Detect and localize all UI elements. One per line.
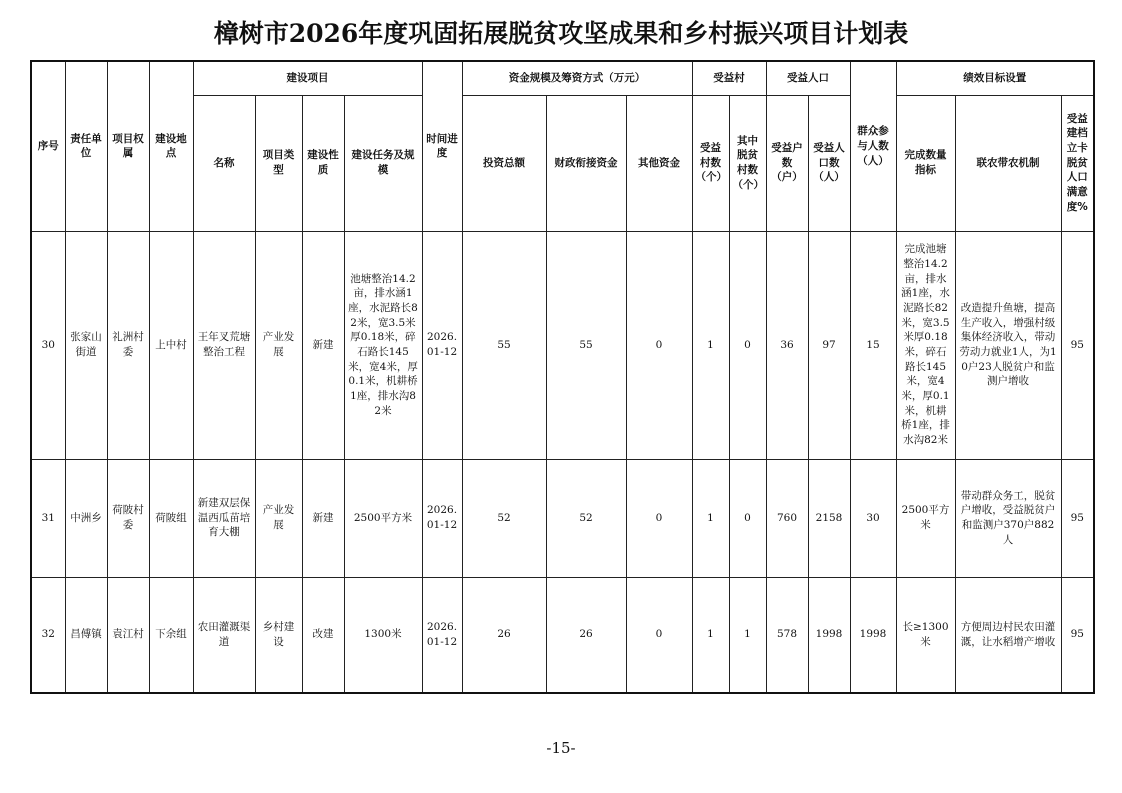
cell-output: 2500平方米: [896, 459, 955, 577]
cell-task: 2500平方米: [344, 459, 422, 577]
cell-location: 荷陂组: [149, 459, 193, 577]
cell-other: 0: [626, 459, 692, 577]
header-poor-villages: 其中脱贫村数（个）: [729, 95, 766, 231]
cell-nature: 新建: [302, 459, 344, 577]
cell-participants: 1998: [850, 577, 896, 693]
cell-participants: 15: [850, 231, 896, 459]
header-mechanism: 联农带农机制: [955, 95, 1061, 231]
cell-seq: 32: [31, 577, 65, 693]
header-name: 名称: [193, 95, 255, 231]
header-group-project: 建设项目: [193, 61, 422, 95]
header-nature: 建设性质: [302, 95, 344, 231]
cell-poor-villages: 1: [729, 577, 766, 693]
cell-seq: 31: [31, 459, 65, 577]
cell-nature: 改建: [302, 577, 344, 693]
cell-poor-villages: 0: [729, 459, 766, 577]
cell-task: 1300米: [344, 577, 422, 693]
page-number: -15-: [546, 739, 576, 757]
header-progress: 时间进度: [422, 61, 462, 231]
cell-type: 产业发展: [255, 231, 302, 459]
cell-fiscal: 55: [546, 231, 626, 459]
cell-participants: 30: [850, 459, 896, 577]
cell-unit: 昌傅镇: [65, 577, 107, 693]
header-other: 其他资金: [626, 95, 692, 231]
cell-mechanism: 改造提升鱼塘，提高生产收入，增强村级集体经济收入，带动劳动力就业1人，为10户23人脱贫户和监测户增收: [955, 231, 1061, 459]
cell-mechanism: 方便周边村民农田灌溉，让水稻增产增收: [955, 577, 1061, 693]
cell-other: 0: [626, 231, 692, 459]
cell-owner: 荷陂村委: [107, 459, 149, 577]
cell-villages: 1: [692, 231, 729, 459]
cell-type: 产业发展: [255, 459, 302, 577]
cell-poor-villages: 0: [729, 231, 766, 459]
cell-location: 下余组: [149, 577, 193, 693]
cell-output: 完成池塘整治14.2亩，排水涵1座，水泥路长82米，宽3.5米厚0.18米，碎石路长145米，宽4米，厚0.1米，机耕桥1座，排水沟82米: [896, 231, 955, 459]
header-row-group: [31, 61, 1094, 95]
cell-progress: 2026.01-12: [422, 231, 462, 459]
project-plan-table: [30, 60, 1095, 694]
header-satisfaction: 受益建档立卡脱贫人口满意度%: [1061, 95, 1094, 231]
cell-name: 新建双层保温西瓜苗培育大棚: [193, 459, 255, 577]
page-title: 樟树市2026年度巩固拓展脱贫攻坚成果和乡村振兴项目计划表: [213, 19, 909, 48]
cell-people: 2158: [808, 459, 850, 577]
header-fiscal: 财政衔接资金: [546, 95, 626, 231]
cell-location: 上中村: [149, 231, 193, 459]
cell-output: 长≥1300米: [896, 577, 955, 693]
cell-satisfaction: 95: [1061, 231, 1094, 459]
table-row: [31, 459, 1094, 577]
cell-progress: 2026.01-12: [422, 577, 462, 693]
cell-name: 王年叉荒塘整治工程: [193, 231, 255, 459]
header-group-village: 受益村: [692, 61, 766, 95]
cell-nature: 新建: [302, 231, 344, 459]
table-row: [31, 231, 1094, 459]
cell-households: 578: [766, 577, 808, 693]
cell-owner: 礼洲村委: [107, 231, 149, 459]
header-group-population: 受益人口: [766, 61, 850, 95]
cell-owner: 袁江村: [107, 577, 149, 693]
header-group-target: 绩效目标设置: [896, 61, 1094, 95]
header-location: 建设地点: [149, 61, 193, 231]
cell-households: 36: [766, 231, 808, 459]
header-output: 完成数量指标: [896, 95, 955, 231]
cell-villages: 1: [692, 577, 729, 693]
cell-mechanism: 带动群众务工，脱贫户增收，受益脱贫户和监测户370户882人: [955, 459, 1061, 577]
header-villages: 受益村数（个）: [692, 95, 729, 231]
cell-unit: 中洲乡: [65, 459, 107, 577]
cell-people: 1998: [808, 577, 850, 693]
cell-total: 55: [462, 231, 546, 459]
cell-progress: 2026.01-12: [422, 459, 462, 577]
cell-unit: 张家山街道: [65, 231, 107, 459]
header-people: 受益人口数（人）: [808, 95, 850, 231]
header-participants: 群众参与人数（人）: [850, 61, 896, 231]
header-seq: 序号: [31, 61, 65, 231]
cell-name: 农田灌溉渠道: [193, 577, 255, 693]
header-unit: 责任单位: [65, 61, 107, 231]
header-households: 受益户数（户）: [766, 95, 808, 231]
cell-total: 26: [462, 577, 546, 693]
cell-fiscal: 26: [546, 577, 626, 693]
cell-other: 0: [626, 577, 692, 693]
header-owner: 项目权属: [107, 61, 149, 231]
cell-households: 760: [766, 459, 808, 577]
header-total: 投资总额: [462, 95, 546, 231]
cell-satisfaction: 95: [1061, 459, 1094, 577]
cell-task: 池塘整治14.2亩，排水涵1座，水泥路长82米，宽3.5米厚0.18米，碎石路长145米，宽4米，厚0.1米，机耕桥1座，排水沟82米: [344, 231, 422, 459]
cell-villages: 1: [692, 459, 729, 577]
header-group-funds: 资金规模及筹资方式（万元）: [462, 61, 692, 95]
cell-satisfaction: 95: [1061, 577, 1094, 693]
table-row: [31, 577, 1094, 693]
cell-people: 97: [808, 231, 850, 459]
header-task: 建设任务及规模: [344, 95, 422, 231]
cell-type: 乡村建设: [255, 577, 302, 693]
cell-seq: 30: [31, 231, 65, 459]
header-type: 项目类型: [255, 95, 302, 231]
cell-total: 52: [462, 459, 546, 577]
cell-fiscal: 52: [546, 459, 626, 577]
